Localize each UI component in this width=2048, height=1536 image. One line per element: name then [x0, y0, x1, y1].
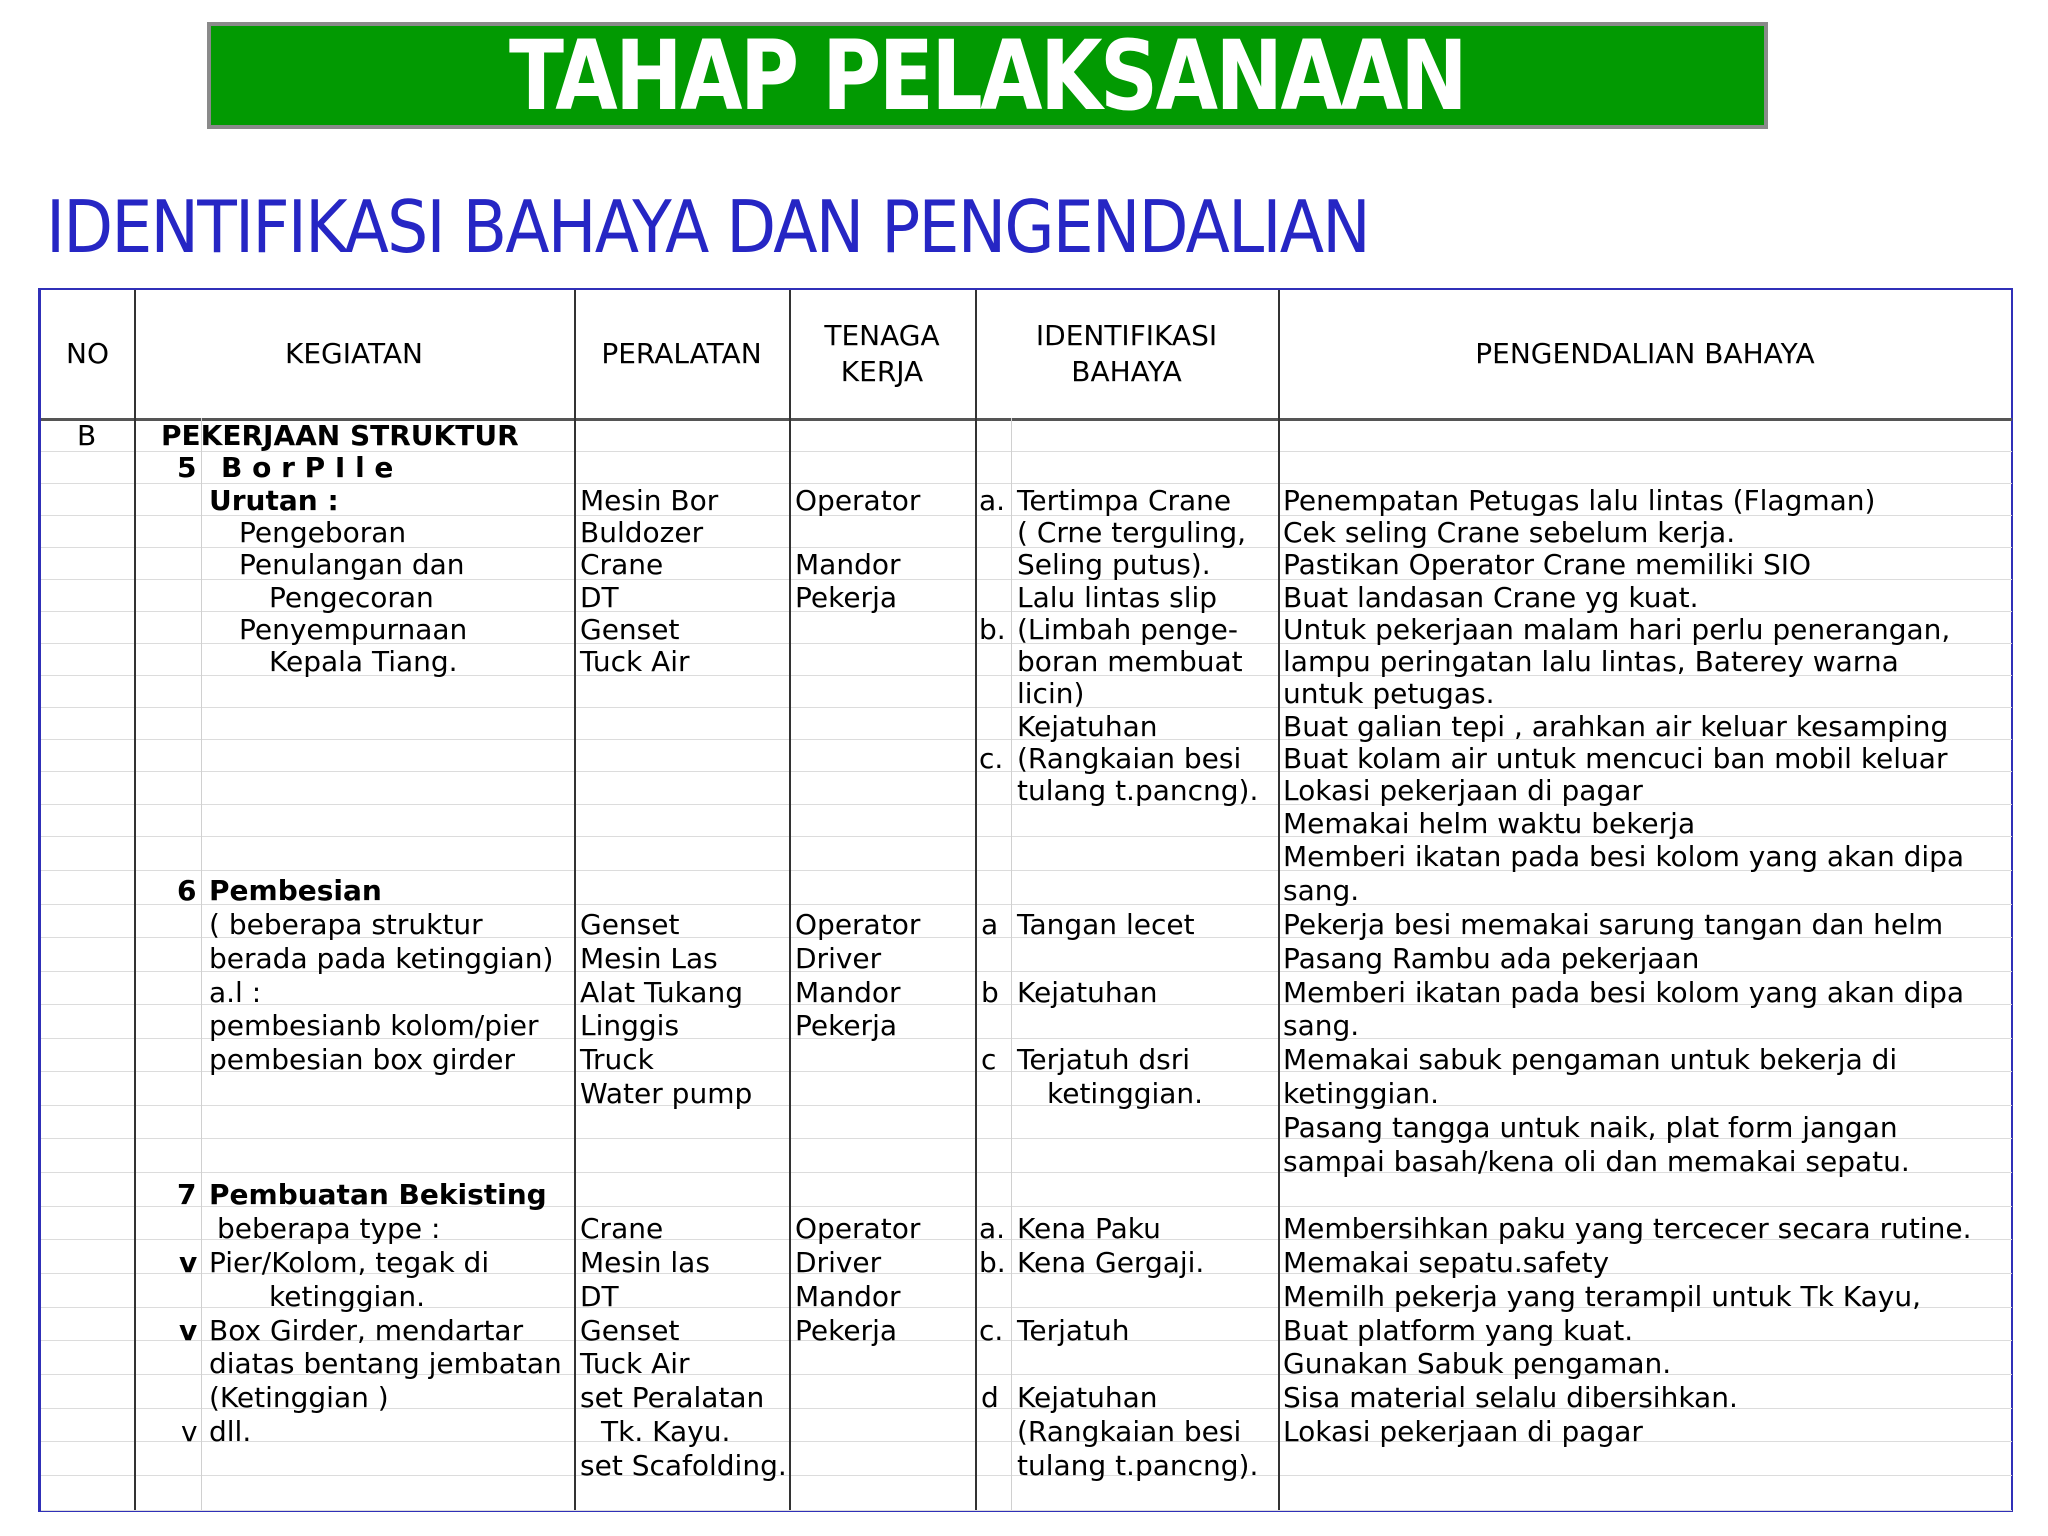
- activity-line: ( beberapa struktur: [209, 908, 483, 941]
- equipment-item: Truck: [580, 1043, 654, 1076]
- column-line: [574, 290, 576, 1510]
- activity-line: Box Girder, mendartar: [209, 1314, 524, 1347]
- equipment-item: Linggis: [580, 1009, 680, 1042]
- column-line: [789, 290, 791, 1510]
- activity-line: dll.: [209, 1415, 252, 1448]
- equipment-item: Buldozer: [580, 516, 704, 549]
- hazard-letter: a.: [979, 484, 1006, 517]
- hazard-letter: d: [981, 1381, 999, 1414]
- worker-item: Pekerja: [795, 1314, 898, 1347]
- hazard-text: tulang t.pancng).: [1017, 1449, 1259, 1482]
- hazard-text: licin): [1017, 677, 1085, 710]
- control-text: Gunakan Sabuk pengaman.: [1283, 1347, 1672, 1380]
- control-text: Memilh pekerja yang terampil untuk Tk Kayu,: [1283, 1280, 1921, 1313]
- activity-line: diatas bentang jembatan: [209, 1347, 562, 1380]
- activity-line: Pengecoran: [269, 581, 434, 614]
- hazard-text: Kejatuhan: [1017, 710, 1158, 743]
- equipment-item: Tuck Air: [580, 645, 690, 678]
- title-banner: [207, 19, 1768, 132]
- control-text: sang.: [1283, 1009, 1360, 1042]
- header-peralatan: PERALATAN: [601, 337, 762, 370]
- hazard-text: (Rangkaian besi: [1017, 742, 1242, 775]
- hazard-text: Terjatuh dsri: [1017, 1043, 1191, 1076]
- control-text: Penempatan Petugas lalu lintas (Flagman): [1283, 484, 1876, 517]
- item-number: 6: [177, 874, 197, 907]
- activity-line: a.l :: [209, 976, 262, 1009]
- activity-line: pembesian box girder: [209, 1043, 516, 1076]
- equipment-item: Mesin las: [580, 1246, 710, 1279]
- hazard-text: Terjatuh: [1017, 1314, 1130, 1347]
- item-title: Pembuatan Bekisting: [209, 1178, 547, 1211]
- hazard-letter: b.: [979, 1246, 1006, 1279]
- worker-item: Driver: [795, 942, 882, 975]
- item-title: B o r P I l e: [221, 451, 394, 484]
- hazard-text: Seling putus).: [1017, 548, 1211, 581]
- equipment-item: Genset: [580, 908, 680, 941]
- hazard-letter: c.: [979, 1314, 1004, 1347]
- worker-item: Mandor: [795, 1280, 901, 1313]
- worker-item: Operator: [795, 908, 921, 941]
- equipment-item: Mesin Las: [580, 942, 718, 975]
- header-no: NO: [66, 337, 109, 370]
- control-text: Buat landasan Crane yg kuat.: [1283, 581, 1699, 614]
- row-line: [41, 1510, 2012, 1511]
- bullet-marker: v: [181, 1415, 198, 1448]
- section-no: B: [77, 419, 97, 452]
- equipment-item: Tuck Air: [580, 1347, 690, 1380]
- hazard-text: boran membuat: [1017, 645, 1243, 678]
- hazard-text: Kejatuhan: [1017, 1381, 1158, 1414]
- control-text: Buat galian tepi , arahkan air keluar kesamping: [1283, 710, 1949, 743]
- subcolumn-line: [1011, 418, 1012, 1510]
- equipment-item: Alat Tukang: [580, 976, 743, 1009]
- equipment-item: set Scafolding.: [580, 1449, 787, 1482]
- column-line: [975, 290, 977, 1510]
- hazard-text: ( Crne terguling,: [1017, 516, 1246, 549]
- control-text: Pasang Rambu ada pekerjaan: [1283, 942, 1700, 975]
- control-text: Memakai sepatu.safety: [1283, 1246, 1610, 1279]
- hazard-letter: c.: [979, 742, 1004, 775]
- control-text: sampai basah/kena oli dan memakai sepatu.: [1283, 1145, 1910, 1178]
- activity-line: pembesianb kolom/pier: [209, 1009, 539, 1042]
- activity-line: Penyempurnaan: [239, 613, 468, 646]
- banner-title: TAHAP PELAKSANAAN: [509, 19, 1466, 132]
- equipment-item: Mesin Bor: [580, 484, 719, 517]
- equipment-item: Genset: [580, 613, 680, 646]
- control-text: Lokasi pekerjaan di pagar: [1283, 774, 1643, 807]
- control-text: sang.: [1283, 874, 1360, 907]
- item-title: Pembesian: [209, 874, 382, 907]
- section-title: PEKERJAAN STRUKTUR: [161, 419, 519, 452]
- hazard-letter: a.: [979, 1212, 1006, 1245]
- header-identifikasi-bahaya: IDENTIFIKASI BAHAYA: [1035, 319, 1218, 388]
- hazard-text: (Limbah penge-: [1017, 613, 1239, 646]
- equipment-item: DT: [580, 581, 619, 614]
- hazard-text: Tertimpa Crane: [1017, 484, 1232, 517]
- control-text: Buat platform yang kuat.: [1283, 1314, 1634, 1347]
- header-kegiatan: KEGIATAN: [284, 337, 424, 370]
- control-text: Buat kolam air untuk mencuci ban mobil keluar: [1283, 742, 1948, 775]
- equipment-item: Water pump: [580, 1077, 753, 1110]
- activity-line: Urutan :: [209, 484, 339, 517]
- row-line: [41, 1105, 2012, 1106]
- subcolumn-line: [201, 418, 202, 1510]
- activity-line: beberapa type :: [217, 1212, 441, 1245]
- equipment-item: DT: [580, 1280, 619, 1313]
- control-text: Memakai sabuk pengaman untuk bekerja di: [1283, 1043, 1898, 1076]
- column-line: [1278, 290, 1280, 1510]
- control-text: Lokasi pekerjaan di pagar: [1283, 1415, 1643, 1448]
- hazard-table: [38, 288, 2013, 1512]
- column-line: [134, 290, 136, 1510]
- activity-line: berada pada ketinggian): [209, 942, 554, 975]
- control-text: Pekerja besi memakai sarung tangan dan helm: [1283, 908, 1944, 941]
- bullet-marker: v: [179, 1246, 198, 1279]
- control-text: Cek seling Crane sebelum kerja.: [1283, 516, 1736, 549]
- hazard-text: (Rangkaian besi: [1017, 1415, 1242, 1448]
- hazard-letter: b.: [979, 613, 1006, 646]
- control-text: Pasang tangga untuk naik, plat form jangan: [1283, 1111, 1898, 1144]
- equipment-item: set Peralatan: [580, 1381, 765, 1414]
- worker-item: Operator: [795, 1212, 921, 1245]
- hazard-text: Tangan lecet: [1017, 908, 1195, 941]
- hazard-text: Kejatuhan: [1017, 976, 1158, 1009]
- activity-line: Kepala Tiang.: [269, 645, 458, 678]
- item-number: 7: [177, 1178, 197, 1211]
- equipment-item: Crane: [580, 1212, 664, 1245]
- control-text: Memberi ikatan pada besi kolom yang akan dipa: [1283, 840, 1965, 873]
- control-text: Sisa material selalu dibersihkan.: [1283, 1381, 1738, 1414]
- row-line: [41, 836, 2012, 837]
- hazard-text: tulang t.pancng).: [1017, 774, 1259, 807]
- control-text: Untuk pekerjaan malam hari perlu penerangan,: [1283, 613, 1951, 646]
- worker-item: Pekerja: [795, 1009, 898, 1042]
- activity-line: Pengeboran: [239, 516, 407, 549]
- worker-item: Pekerja: [795, 581, 898, 614]
- hazard-text: Lalu lintas slip: [1017, 581, 1218, 614]
- worker-item: Mandor: [795, 548, 901, 581]
- control-text: Pastikan Operator Crane memiliki SIO: [1283, 548, 1812, 581]
- control-text: Memakai helm waktu bekerja: [1283, 807, 1696, 840]
- page-subtitle: IDENTIFIKASI BAHAYA DAN PENGENDALIAN: [46, 185, 1369, 269]
- item-number: 5: [177, 451, 197, 484]
- control-text: lampu peringatan lalu lintas, Baterey warna: [1283, 645, 1899, 678]
- hazard-text: Kena Paku: [1017, 1212, 1161, 1245]
- control-text: Memberi ikatan pada besi kolom yang akan dipa: [1283, 976, 1965, 1009]
- worker-item: Mandor: [795, 976, 901, 1009]
- hazard-text: Kena Gergaji.: [1017, 1246, 1205, 1279]
- activity-line: Penulangan dan: [239, 548, 465, 581]
- activity-line: (Ketinggian ): [209, 1381, 389, 1414]
- bullet-marker: v: [179, 1314, 198, 1347]
- equipment-item: Tk. Kayu.: [601, 1415, 731, 1448]
- hazard-letter: b: [981, 976, 999, 1009]
- hazard-letter: a: [981, 908, 999, 941]
- hazard-letter: c: [981, 1043, 997, 1076]
- worker-item: Driver: [795, 1246, 882, 1279]
- activity-line: ketinggian.: [269, 1280, 426, 1313]
- equipment-item: Genset: [580, 1314, 680, 1347]
- activity-line: Pier/Kolom, tegak di: [209, 1246, 490, 1279]
- equipment-item: Crane: [580, 548, 664, 581]
- control-text: ketinggian.: [1283, 1077, 1440, 1110]
- worker-item: Operator: [795, 484, 921, 517]
- hazard-text: ketinggian.: [1047, 1077, 1204, 1110]
- control-text: untuk petugas.: [1283, 677, 1495, 710]
- header-tenaga-kerja: TENAGA KERJA: [824, 319, 940, 388]
- control-text: Membersihkan paku yang tercecer secara rutine.: [1283, 1212, 1972, 1245]
- header-pengendalian-bahaya: PENGENDALIAN BAHAYA: [1475, 337, 1815, 370]
